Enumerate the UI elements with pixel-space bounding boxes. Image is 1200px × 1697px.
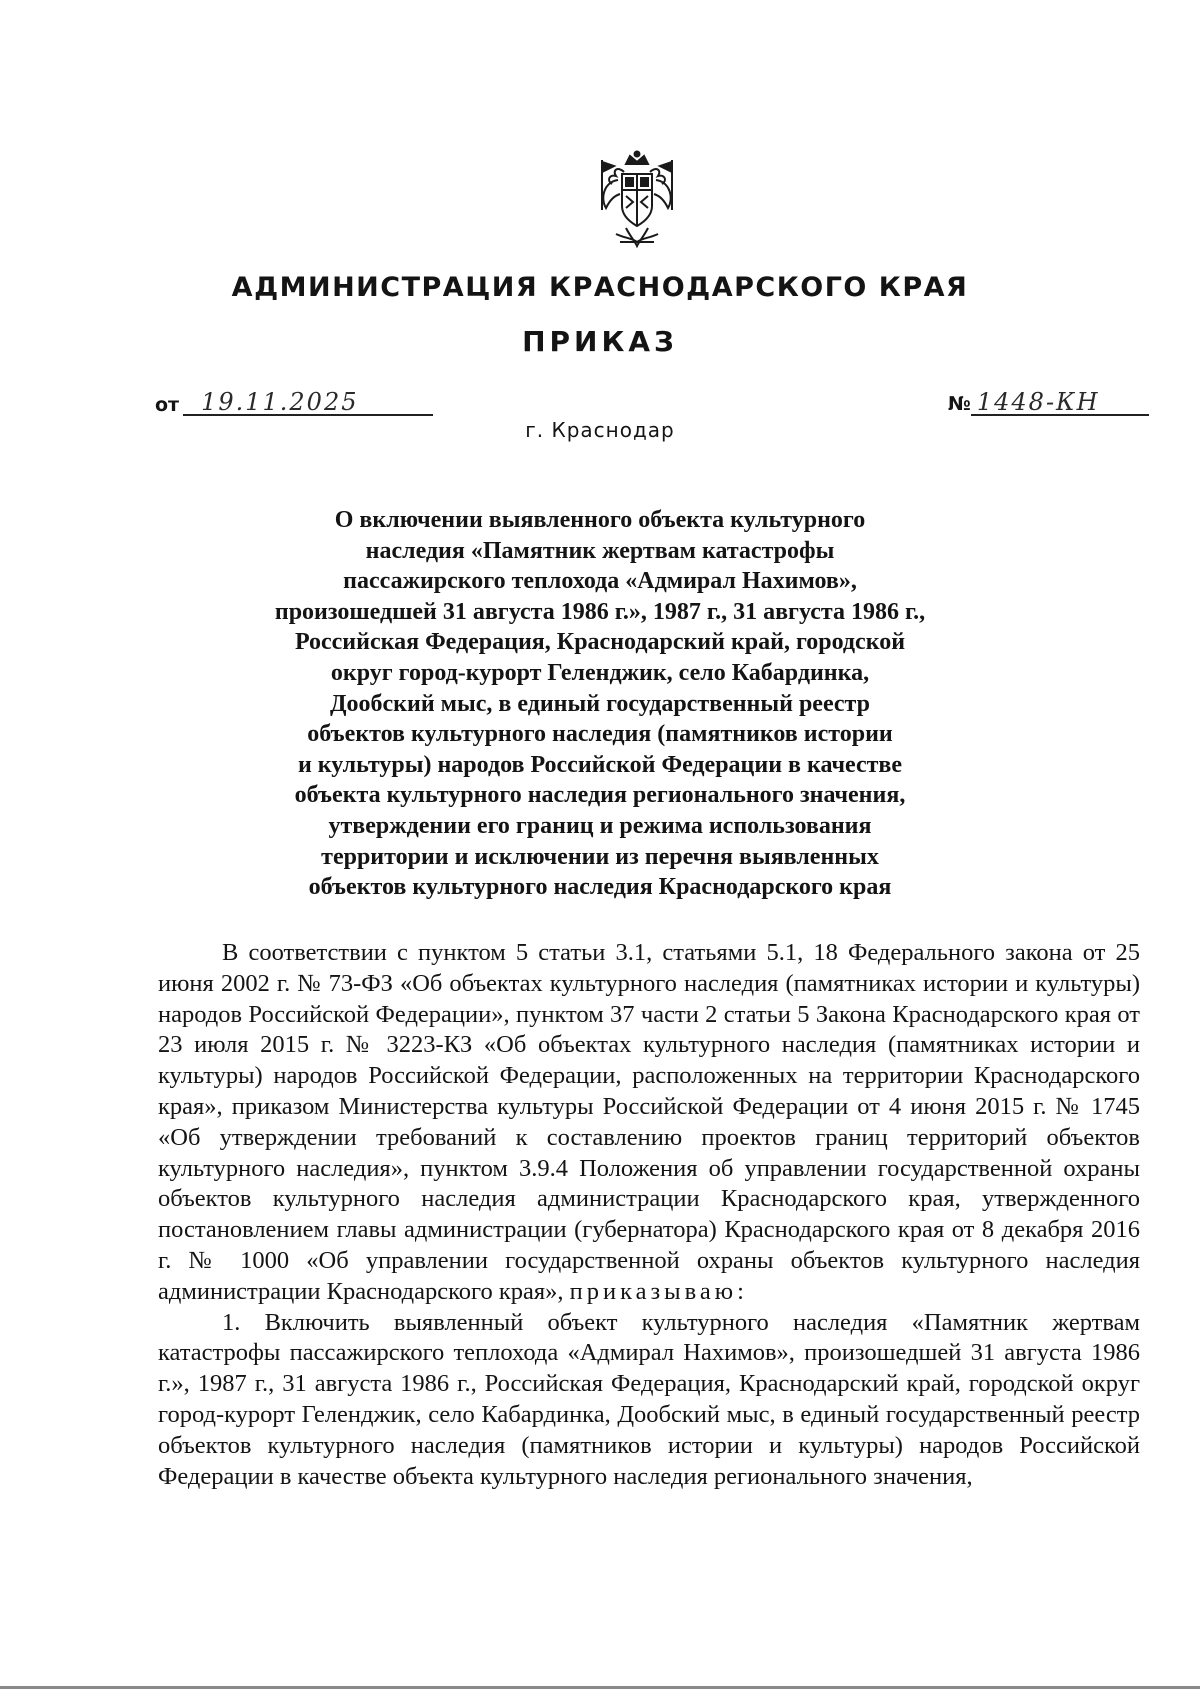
title-line: О включении выявленного объекта культурного: [334, 507, 866, 533]
organization-name: АДМИНИСТРАЦИЯ КРАСНОДАРСКОГО КРАЯ: [231, 272, 969, 303]
title-line: Дообский мыс, в единый государственный реестр: [330, 690, 870, 717]
date-prefix: от: [155, 394, 180, 416]
title-line: Российская Федерация, Краснодарский край, городской: [294, 629, 906, 656]
number-field: [948, 390, 1149, 416]
date-field: [155, 390, 433, 416]
title-line: произошедшей 31 августа 1986 г.», 1987 г., 31 августа 1986 г.,: [274, 598, 926, 625]
order-word: приказываю:: [569, 1277, 748, 1305]
preamble-text: В соответствии с пунктом 5 статьи 3.1, статьями 5.1, 18 Федерального закона от 25 июня 2002 г. № 73-ФЗ «Об объектах культурного наследия (памятниках истории и культуры) народов Российской Федерации», пунктом 37 части 2 статьи 5 Закона Краснодарского края от 23 июля 2015 г. № 3223-КЗ «Об объектах культурного наследия (памятниках истории и культуры) народов Российской Федерации, расположенных на территории Краснодарского края», приказом Министерства культуры Российской Федерации от 4 июня 2015 г. № 1745 «Об утверждении требований к составлению проектов границ территорий объектов культурного наследия», пунктом 3.9.4 Положения об управлении государственной охраны объектов культурного наследия администрации Краснодарского края, утвержденного постановлением главы администрации (губернатора) Краснодарского края от 8 декабря 2016 г. № 1000 «Об управлении государственной охраны объектов культурного наследия администрации Краснодарского края»,: [158, 939, 1140, 1305]
title-line: пассажирского теплохода «Адмирал Нахимов»,: [343, 568, 857, 595]
title-line: наследия «Памятник жертвам катастрофы: [365, 537, 835, 564]
item-1-paragraph: 1. Включить выявленный объект культурного наследия «Памятник жертвам катастрофы пассажирского теплохода «Адмирал Нахимов», произошедшей 31 августа 1986 г.», 1987 г., 31 августа 1986 г., Российская Федерация, Краснодарский край, городской округ город-курорт Геленджик, село Кабардинка, Дообский мыс, в единый государственный реестр объектов культурного наследия (памятников истории и культуры) народов Российской Федерации в качестве объекта культурного наследия регионального значения,: [158, 1308, 1140, 1490]
document-title: [230, 505, 970, 903]
title-line: объектов культурного наследия (памятников истории: [307, 721, 893, 748]
title-line: объектов культурного наследия Краснодарского края: [308, 874, 892, 901]
date-value: 19.11.2025: [183, 390, 433, 416]
title-line: объекта культурного наследия регионального значения,: [294, 782, 906, 809]
krasnodar-krai-coat-of-arms-icon: [596, 150, 678, 250]
title-line: утверждении его границ и режима использования: [328, 812, 872, 839]
city-name: г. Краснодар: [525, 418, 675, 442]
number-prefix: №: [948, 393, 971, 415]
title-line: территории и исключении из перечня выявленных: [321, 843, 879, 870]
number-value: 1448-КН: [971, 390, 1149, 416]
preamble-paragraph: [158, 938, 1140, 1308]
title-line: округ город-курорт Геленджик, село Кабардинка,: [330, 659, 870, 686]
document-body: [158, 938, 1140, 1492]
page-bottom-edge: [0, 1686, 1200, 1689]
title-line: и культуры) народов Российской Федерации в качестве: [297, 751, 903, 778]
document-type: ПРИКАЗ: [522, 325, 678, 358]
